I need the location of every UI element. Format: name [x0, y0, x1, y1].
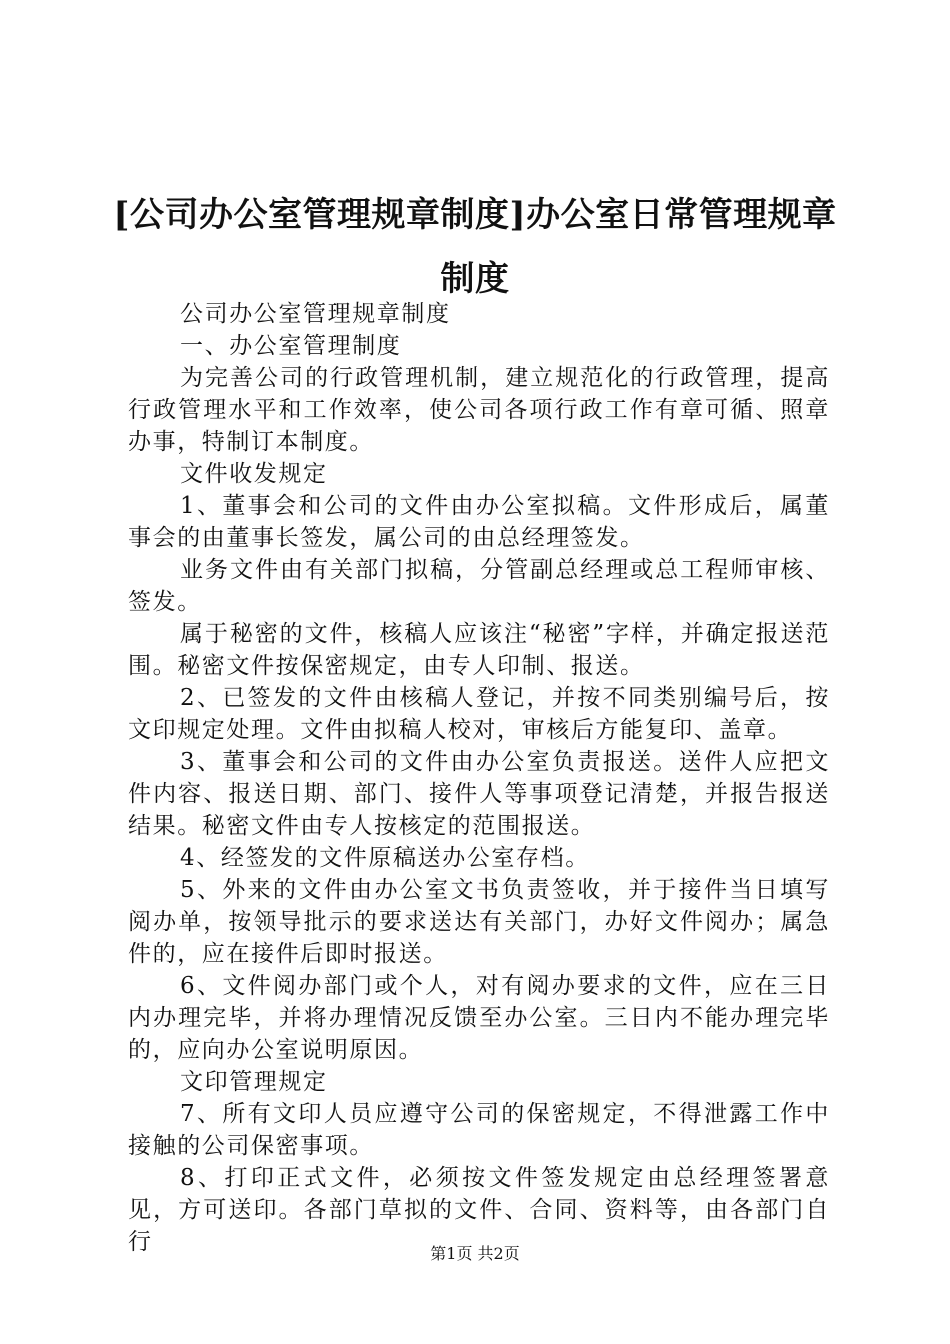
paragraph-business-files: 业务文件由有关部门拟稿，分管副总经理或总工程师审核、签发。 [128, 557, 830, 615]
page-footer: 第1页 共2页 [430, 1244, 520, 1263]
paragraph-rule-6: 6、文件阅办部门或个人，对有阅办要求的文件，应在三日内办理完毕，并将办理情况反馈至办公室。三日内不能办理完毕的，应向办公室说明原因。 [128, 973, 830, 1063]
document-body [128, 298, 830, 1258]
paragraph-secret-files: 属于秘密的文件，核稿人应该注“秘密”字样，并确定报送范围。秘密文件按保密规定，由专人印制、报送。 [128, 621, 830, 679]
paragraph-rule-7: 7、所有文印人员应遵守公司的保密规定，不得泄露工作中接触的公司保密事项。 [128, 1101, 830, 1159]
paragraph-intro: 为完善公司的行政管理机制，建立规范化的行政管理，提高行政管理水平和工作效率，使公司各项行政工作有章可循、照章办事，特制订本制度。 [128, 365, 830, 455]
paragraph-heading-section-1: 一、办公室管理制度 [180, 333, 402, 359]
paragraph-heading-company: 公司办公室管理规章制度 [180, 301, 451, 327]
paragraph-rule-1: 1、董事会和公司的文件由办公室拟稿。文件形成后，属董事会的由董事长签发，属公司的由总经理签发。 [128, 493, 830, 551]
paragraph-rule-5: 5、外来的文件由办公室文书负责签收，并于接件当日填写阅办单，按领导批示的要求送达有关部门，办好文件阅办；属急件的，应在接件后即时报送。 [128, 877, 830, 967]
paragraph-rule-8: 8、打印正式文件，必须按文件签发规定由总经理签署意见，方可送印。各部门草拟的文件、合同、资料等，由各部门自行 [128, 1165, 830, 1255]
paragraph-rule-3: 3、董事会和公司的文件由办公室负责报送。送件人应把文件内容、报送日期、部门、接件人等事项登记清楚，并报告报送结果。秘密文件由专人按核定的范围报送。 [128, 749, 830, 839]
paragraph-heading-file-rules: 文件收发规定 [180, 461, 328, 487]
document-title: [公司办公室管理规章制度]办公室日常管理规章制度 [113, 195, 837, 299]
paragraph-rule-2: 2、已签发的文件由核稿人登记，并按不同类别编号后，按文印规定处理。文件由拟稿人校对，审核后方能复印、盖章。 [128, 685, 830, 743]
paragraph-heading-print-rules: 文印管理规定 [180, 1069, 328, 1095]
paragraph-rule-4: 4、经签发的文件原稿送办公室存档。 [180, 845, 590, 871]
